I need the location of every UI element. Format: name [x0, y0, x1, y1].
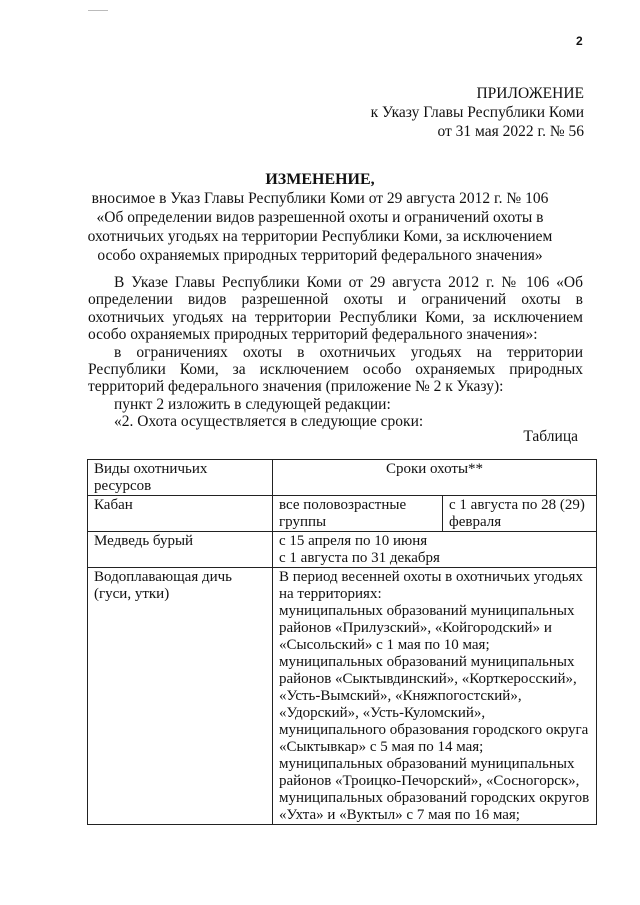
header-periods: Сроки охоты** — [273, 460, 597, 496]
table-label: Таблица — [523, 428, 578, 445]
title-line3: охотничьих угодьях на территории Республики Коми, за исключением — [87, 228, 553, 245]
row-period: с 1 августа по 28 (29) февраля — [443, 496, 597, 532]
body-paragraph-4: «2. Охота осуществляется в следующие сроки: — [114, 413, 424, 431]
page-number: 2 — [576, 34, 583, 48]
period-paragraph: муниципальных образований муниципальных районов «Сыктывдинский», «Корткеросский», «Усть-Вымский», «Княжпогостский», «Удорский», «Усть-Куломский», муниципального образования городского округа «Сыктывкар» с 5 мая по 14 мая; — [279, 654, 589, 755]
row-species: Водоплавающая дичь (гуси, утки) — [88, 568, 273, 825]
appendix-header — [371, 84, 584, 141]
period-paragraph: муниципальных образований муниципальных районов «Троицко-Печорский», «Сосногорск», муниципальных образований городских округов «Ухта» и «Вуктыл» с 7 мая по 16 мая; — [279, 756, 590, 823]
row-species: Кабан — [88, 496, 273, 532]
title-line2: «Об определении видов разрешенной охоты и ограничений охоты в — [96, 209, 544, 226]
body-paragraph-1: В Указе Главы Республики Коми от 29 августа 2012 г. № 106 «Об определении видов разрешенной охоты и ограничений охоты в охотничьих угодьях на территории Республики Коми, за исключением особо охраняемых природных территорий федерального значения»: — [88, 274, 583, 344]
period-line: с 15 апреля по 10 июня — [279, 533, 428, 549]
row-species: Медведь бурый — [88, 532, 273, 568]
document-title — [60, 170, 580, 265]
period-paragraph: муниципальных образований муниципальных районов «Прилузский», «Койгородский» и «Сысольский» с 1 мая по 10 мая; — [279, 603, 575, 653]
table-header-row — [88, 460, 597, 496]
period-line: с 1 августа по 31 декабря — [279, 550, 440, 566]
title-line4: особо охраняемых природных территорий федерального значения» — [97, 247, 543, 264]
row-periods — [273, 568, 597, 825]
table-row — [88, 568, 597, 825]
header-species: Виды охотничьих ресурсов — [88, 460, 273, 496]
title-heading: ИЗМЕНЕНИЕ, — [265, 171, 375, 188]
appendix-line2: к Указу Главы Республики Коми — [370, 104, 584, 121]
body-paragraph-3: пункт 2 изложить в следующей редакции: — [114, 395, 391, 413]
row-age-groups: все половозрастные группы — [273, 496, 443, 532]
body-paragraph-2: в ограничениях охоты в охотничьих угодьях на территории Республики Коми, за исключением особо охраняемых природных территорий федерального значения (приложение № 2 к Указу): — [88, 343, 583, 396]
row-periods — [273, 532, 597, 568]
period-paragraph: В период весенней охоты в охотничьих угодьях на территориях: — [279, 569, 583, 602]
hunting-table — [87, 459, 597, 825]
appendix-line3: от 31 мая 2022 г. № 56 — [437, 123, 584, 140]
document-body — [88, 274, 583, 431]
table-row — [88, 496, 597, 532]
title-line1: вносимое в Указ Главы Республики Коми от 29 августа 2012 г. № 106 — [91, 190, 549, 207]
top-mark — [88, 10, 108, 11]
appendix-line1: ПРИЛОЖЕНИЕ — [476, 85, 584, 102]
table-row — [88, 532, 597, 568]
